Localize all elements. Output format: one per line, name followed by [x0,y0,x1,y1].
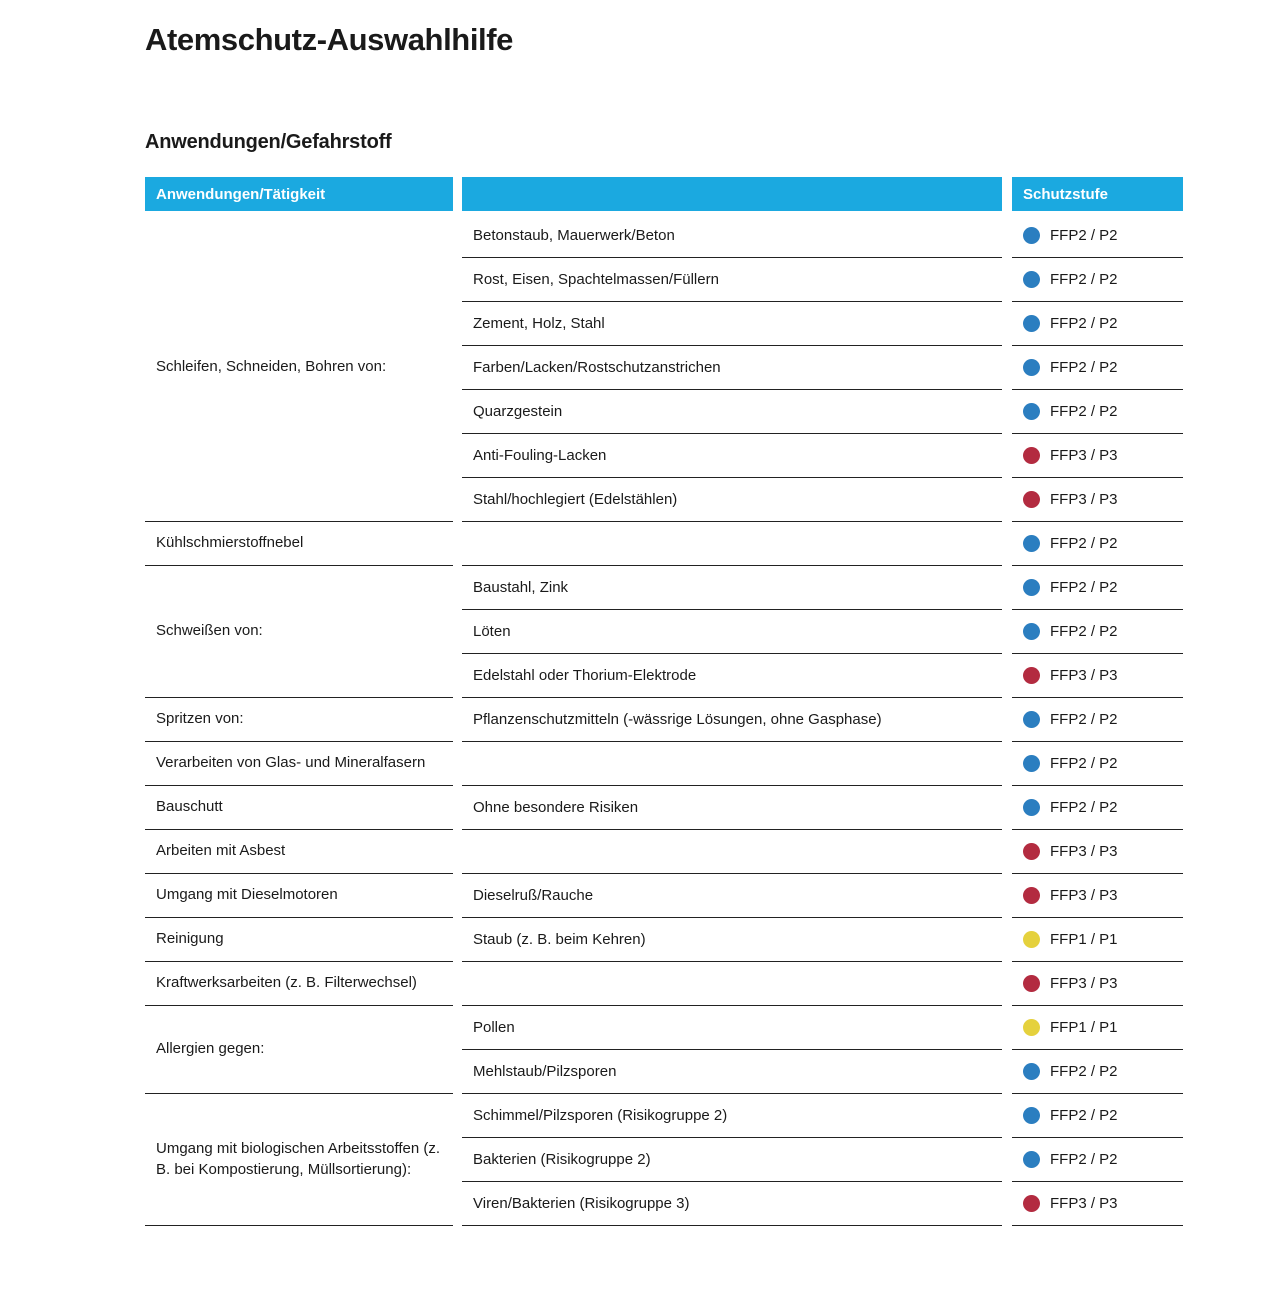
level-dot-icon [1023,667,1040,684]
activity-label: Kühlschmierstoffnebel [156,534,304,552]
table-group [145,830,1183,874]
protection-level-label: FFP2 / P2 [1050,227,1118,244]
level-dot-icon [1023,271,1040,288]
protection-cell [1012,742,1183,786]
table-row [462,962,1183,1006]
table-row [462,1094,1183,1138]
protection-cell [1012,786,1183,830]
activity-label: Reinigung [156,930,224,948]
column-gap [453,918,462,962]
table-group [145,874,1183,918]
column-gap [1002,566,1012,610]
column-gap [1002,214,1012,258]
table-row [462,302,1183,346]
column-gap [1002,522,1012,566]
level-dot-icon [1023,1195,1040,1212]
level-dot-icon [1023,535,1040,552]
substance-cell [462,258,1002,302]
protection-cell [1012,918,1183,962]
column-gap [1002,742,1012,786]
level-dot-icon [1023,623,1040,640]
table-row [462,918,1183,962]
substance-cell [462,346,1002,390]
table-group [145,786,1183,830]
table-row [462,830,1183,874]
table-header-row [145,177,1183,211]
column-gap [1002,918,1012,962]
substance-label: Stahl/hochlegiert (Edelstählen) [473,491,678,508]
column-gap [453,1006,462,1094]
table-row [462,874,1183,918]
substance-cell [462,478,1002,522]
protection-level-label: FFP2 / P2 [1050,1107,1118,1124]
activity-cell [145,522,453,566]
protection-cell [1012,610,1183,654]
column-gap [1002,1050,1012,1094]
protection-level-label: FFP1 / P1 [1050,931,1118,948]
column-gap [453,962,462,1006]
substance-cell [462,390,1002,434]
column-gap [1002,1138,1012,1182]
substance-cell [462,434,1002,478]
header-protection-level: Schutzstufe [1012,177,1183,211]
column-gap [1002,874,1012,918]
column-gap [1002,177,1012,211]
substance-label: Quarzgestein [473,403,563,420]
activity-label: Allergien gegen: [156,1040,265,1058]
group-rows [462,522,1183,566]
header-substance [462,177,1002,211]
selection-table [145,177,1183,1226]
column-gap [453,742,462,786]
substance-label: Staub (z. B. beim Kehren) [473,931,646,948]
substance-cell [462,874,1002,918]
table-row [462,478,1183,522]
protection-level-label: FFP2 / P2 [1050,1063,1118,1080]
column-gap [1002,302,1012,346]
substance-cell [462,962,1002,1006]
protection-level-label: FFP2 / P2 [1050,623,1118,640]
substance-cell [462,918,1002,962]
table-row [462,1050,1183,1094]
level-dot-icon [1023,1019,1040,1036]
column-gap [453,566,462,698]
table-row [462,1138,1183,1182]
column-gap [453,786,462,830]
table-group [145,742,1183,786]
column-gap [453,1094,462,1226]
column-gap [1002,390,1012,434]
column-gap [1002,258,1012,302]
protection-level-label: FFP2 / P2 [1050,579,1118,596]
header-activity: Anwendungen/Tätigkeit [145,177,453,211]
table-row [462,522,1183,566]
protection-level-label: FFP2 / P2 [1050,711,1118,728]
activity-label: Spritzen von: [156,710,244,728]
column-gap [1002,1094,1012,1138]
level-dot-icon [1023,403,1040,420]
level-dot-icon [1023,711,1040,728]
substance-cell [462,1182,1002,1226]
protection-cell [1012,1006,1183,1050]
substance-cell [462,214,1002,258]
activity-label: Kraftwerksarbeiten (z. B. Filterwechsel) [156,974,417,992]
protection-cell [1012,478,1183,522]
group-rows [462,874,1183,918]
column-gap [453,522,462,566]
table-group [145,522,1183,566]
table-row [462,654,1183,698]
activity-cell [145,698,453,742]
activity-label: Umgang mit Dieselmotoren [156,886,338,904]
activity-cell [145,962,453,1006]
group-rows [462,830,1183,874]
level-dot-icon [1023,887,1040,904]
substance-label: Pflanzenschutzmitteln (-wässrige Lösungen, ohne Gasphase) [473,711,882,728]
activity-cell [145,1006,453,1094]
protection-level-label: FFP2 / P2 [1050,359,1118,376]
substance-label: Betonstaub, Mauerwerk/Beton [473,227,675,244]
substance-cell [462,522,1002,566]
table-row [462,390,1183,434]
substance-cell [462,610,1002,654]
substance-cell [462,1094,1002,1138]
protection-level-label: FFP3 / P3 [1050,843,1118,860]
level-dot-icon [1023,755,1040,772]
level-dot-icon [1023,843,1040,860]
substance-label: Rost, Eisen, Spachtelmassen/Füllern [473,271,719,288]
substance-cell [462,698,1002,742]
column-gap [1002,346,1012,390]
activity-label: Verarbeiten von Glas- und Mineralfasern [156,754,426,772]
group-rows [462,566,1183,698]
column-gap [1002,654,1012,698]
substance-label: Dieselruß/Rauche [473,887,594,904]
protection-cell [1012,302,1183,346]
table-row [462,698,1183,742]
table-row [462,610,1183,654]
substance-label: Mehlstaub/Pilzsporen [473,1063,617,1080]
column-gap [1002,610,1012,654]
substance-cell [462,1050,1002,1094]
table-group [145,962,1183,1006]
protection-level-label: FFP3 / P3 [1050,887,1118,904]
column-gap [453,698,462,742]
protection-level-label: FFP1 / P1 [1050,1019,1118,1036]
activity-cell [145,830,453,874]
protection-cell [1012,1094,1183,1138]
protection-cell [1012,1138,1183,1182]
table-group [145,1094,1183,1226]
table-row [462,346,1183,390]
substance-cell [462,302,1002,346]
activity-cell [145,742,453,786]
activity-cell [145,1094,453,1226]
table-row [462,566,1183,610]
table-row [462,434,1183,478]
level-dot-icon [1023,1107,1040,1124]
table-body [145,214,1183,1226]
column-gap [1002,1182,1012,1226]
column-gap [453,214,462,522]
group-rows [462,214,1183,522]
protection-cell [1012,346,1183,390]
protection-level-label: FFP2 / P2 [1050,315,1118,332]
activity-cell [145,874,453,918]
group-rows [462,742,1183,786]
protection-cell [1012,390,1183,434]
table-group [145,1006,1183,1094]
table-row [462,742,1183,786]
table-group [145,566,1183,698]
substance-label: Ohne besondere Risiken [473,799,639,816]
substance-label: Farben/Lacken/Rostschutzanstrichen [473,359,721,376]
activity-label: Bauschutt [156,798,223,816]
table-row [462,258,1183,302]
level-dot-icon [1023,799,1040,816]
substance-label: Schimmel/Pilzsporen (Risikogruppe 2) [473,1107,728,1124]
substance-label: Anti-Fouling-Lacken [473,447,607,464]
column-gap [1002,786,1012,830]
protection-level-label: FFP2 / P2 [1050,1151,1118,1168]
level-dot-icon [1023,447,1040,464]
group-rows [462,1006,1183,1094]
protection-cell [1012,522,1183,566]
table-group [145,918,1183,962]
column-gap [1002,830,1012,874]
substance-cell [462,1138,1002,1182]
level-dot-icon [1023,491,1040,508]
activity-label: Umgang mit biologischen Arbeitsstoffen (z. B. bei Kompostierung, Müllsortierung): [156,1140,441,1178]
page-title: Atemschutz-Auswahlhilfe [145,22,514,57]
activity-cell [145,214,453,522]
protection-cell [1012,654,1183,698]
substance-cell [462,786,1002,830]
group-rows [462,1094,1183,1226]
table-row [462,786,1183,830]
protection-level-label: FFP2 / P2 [1050,271,1118,288]
protection-level-label: FFP2 / P2 [1050,799,1118,816]
protection-cell [1012,1182,1183,1226]
column-gap [1002,962,1012,1006]
column-gap [1002,478,1012,522]
group-rows [462,698,1183,742]
protection-level-label: FFP2 / P2 [1050,403,1118,420]
protection-cell [1012,698,1183,742]
table-row [462,1182,1183,1226]
group-rows [462,786,1183,830]
protection-level-label: FFP3 / P3 [1050,447,1118,464]
level-dot-icon [1023,1151,1040,1168]
activity-cell [145,918,453,962]
substance-cell [462,742,1002,786]
substance-label: Pollen [473,1019,515,1036]
protection-cell [1012,258,1183,302]
column-gap [1002,698,1012,742]
table-row [462,214,1183,258]
substance-label: Edelstahl oder Thorium-Elektrode [473,667,697,684]
protection-level-label: FFP3 / P3 [1050,1195,1118,1212]
level-dot-icon [1023,579,1040,596]
substance-label: Viren/Bakterien (Risikogruppe 3) [473,1195,690,1212]
column-gap [1002,1006,1012,1050]
protection-cell [1012,214,1183,258]
level-dot-icon [1023,931,1040,948]
activity-cell [145,786,453,830]
protection-cell [1012,566,1183,610]
table-row [462,1006,1183,1050]
column-gap [453,177,462,211]
table-group [145,698,1183,742]
level-dot-icon [1023,1063,1040,1080]
protection-level-label: FFP2 / P2 [1050,755,1118,772]
protection-level-label: FFP3 / P3 [1050,667,1118,684]
level-dot-icon [1023,315,1040,332]
substance-label: Baustahl, Zink [473,579,569,596]
column-gap [453,830,462,874]
level-dot-icon [1023,227,1040,244]
section-title: Anwendungen/Gefahrstoff [145,131,392,153]
protection-cell [1012,874,1183,918]
protection-level-label: FFP3 / P3 [1050,975,1118,992]
substance-cell [462,1006,1002,1050]
table-group [145,214,1183,522]
substance-label: Zement, Holz, Stahl [473,315,605,332]
activity-cell [145,566,453,698]
group-rows [462,918,1183,962]
level-dot-icon [1023,975,1040,992]
protection-cell [1012,962,1183,1006]
substance-label: Löten [473,623,511,640]
group-rows [462,962,1183,1006]
substance-cell [462,830,1002,874]
protection-cell [1012,1050,1183,1094]
activity-label: Schweißen von: [156,622,263,640]
substance-cell [462,566,1002,610]
column-gap [1002,434,1012,478]
level-dot-icon [1023,359,1040,376]
substance-cell [462,654,1002,698]
protection-cell [1012,434,1183,478]
protection-cell [1012,830,1183,874]
activity-label: Arbeiten mit Asbest [156,842,286,860]
column-gap [453,874,462,918]
substance-label: Bakterien (Risikogruppe 2) [473,1151,651,1168]
protection-level-label: FFP3 / P3 [1050,491,1118,508]
protection-level-label: FFP2 / P2 [1050,535,1118,552]
activity-label: Schleifen, Schneiden, Bohren von: [156,358,387,376]
